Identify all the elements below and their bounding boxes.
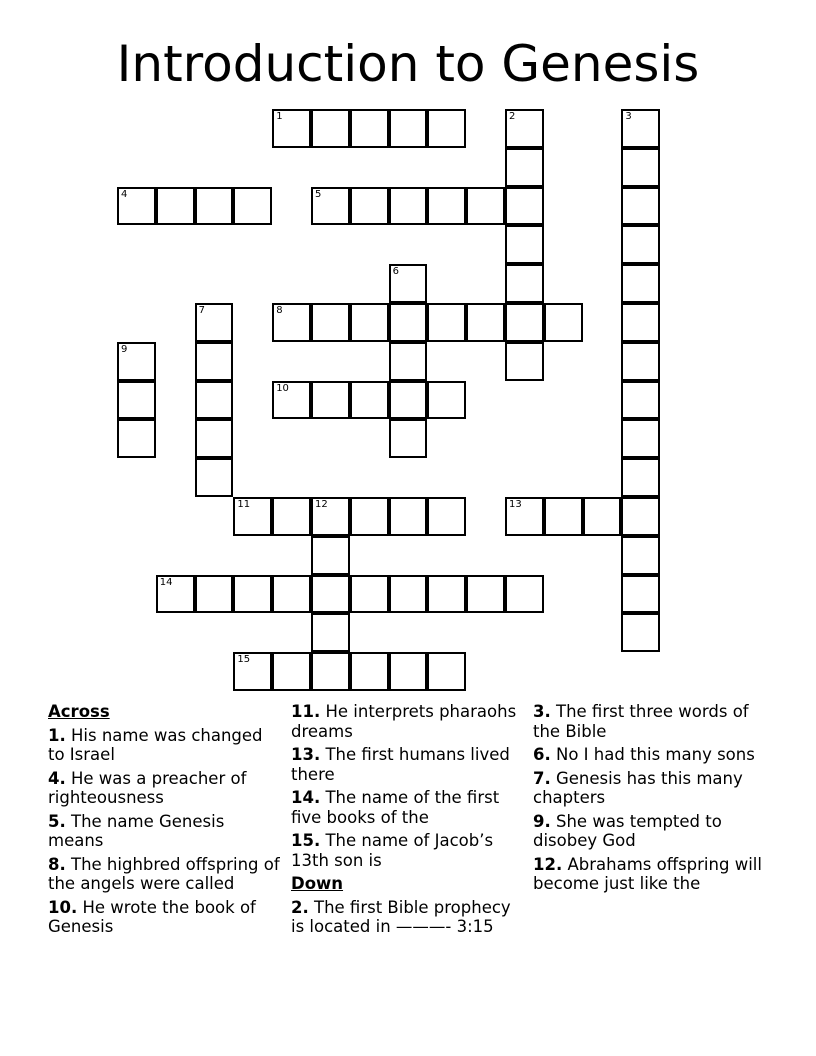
grid-cell[interactable]	[233, 497, 272, 536]
clue-item	[533, 812, 765, 851]
clue-number: 5	[315, 188, 322, 200]
clue-number: 13	[509, 499, 522, 510]
grid-cell[interactable]	[621, 381, 660, 420]
clue-item	[533, 702, 765, 741]
clue-item-number: 1.	[48, 725, 66, 745]
grid-cell[interactable]	[272, 109, 311, 148]
grid-cell[interactable]	[311, 652, 350, 691]
grid-cell[interactable]	[195, 458, 234, 497]
grid-cell[interactable]	[195, 187, 234, 226]
grid-cell[interactable]	[505, 303, 544, 342]
grid-cell[interactable]	[350, 575, 389, 614]
clue-item	[48, 855, 280, 894]
clue-item-number: 11.	[291, 702, 321, 721]
clue-column-1	[48, 702, 280, 941]
grid-cell[interactable]	[621, 342, 660, 381]
puzzle-title: Introduction to Genesis	[116, 35, 700, 93]
clue-column-2	[291, 702, 523, 941]
grid-cell[interactable]	[389, 109, 428, 148]
grid-cell[interactable]	[621, 148, 660, 187]
grid-cell[interactable]	[583, 497, 622, 536]
grid-cell[interactable]	[272, 652, 311, 691]
grid-cell[interactable]	[621, 187, 660, 226]
clue-item-text: The first Bible prophecy is located in ———- 3:15	[291, 897, 511, 936]
clue-item	[48, 898, 280, 937]
grid-cell[interactable]	[272, 303, 311, 342]
grid-cell[interactable]	[311, 497, 350, 536]
clue-number: 8	[276, 305, 283, 316]
grid-cell[interactable]	[621, 536, 660, 575]
grid-cell[interactable]	[621, 109, 660, 148]
grid-cell[interactable]	[621, 575, 660, 614]
grid-cell[interactable]	[389, 575, 428, 614]
clue-item-number: 15.	[291, 831, 321, 850]
grid-cell[interactable]	[233, 575, 272, 614]
grid-cell[interactable]	[311, 575, 350, 614]
clue-item-number: 6.	[533, 745, 551, 764]
clue-item	[48, 769, 280, 808]
clue-number: 4	[121, 188, 128, 200]
grid-cell[interactable]	[389, 419, 428, 458]
grid-cell[interactable]	[350, 497, 389, 536]
grid-cell[interactable]	[505, 187, 544, 226]
grid-cell[interactable]	[389, 303, 428, 342]
clue-item	[291, 898, 523, 937]
clue-item	[291, 788, 523, 827]
grid-cell[interactable]	[505, 342, 544, 381]
grid-cell[interactable]	[505, 109, 544, 148]
grid-cell[interactable]	[505, 148, 544, 187]
clue-item-number: 3.	[533, 702, 551, 721]
grid-cell[interactable]	[505, 497, 544, 536]
grid-cell[interactable]	[389, 652, 428, 691]
clue-number: 12	[315, 499, 328, 510]
clue-item-text: Abrahams offspring will become just like the	[533, 854, 762, 893]
clue-number: 7	[198, 305, 205, 316]
grid-cell[interactable]	[350, 303, 389, 342]
grid-cell[interactable]	[311, 536, 350, 575]
grid-cell[interactable]	[350, 187, 389, 226]
grid-cell[interactable]	[117, 187, 156, 226]
clue-item-text: The name of the first five books of the	[291, 788, 500, 827]
clue-item-text: No I had this many sons	[550, 745, 755, 764]
grid-cell[interactable]	[311, 187, 350, 226]
across-heading: Across	[48, 702, 110, 721]
grid-cell[interactable]	[350, 381, 389, 420]
grid-cell[interactable]	[505, 264, 544, 303]
clue-number: 2	[509, 111, 516, 122]
grid-cell[interactable]	[427, 303, 466, 342]
grid-cell[interactable]	[233, 652, 272, 691]
grid-cell[interactable]	[389, 342, 428, 381]
clue-item	[533, 745, 765, 765]
grid-cell[interactable]	[389, 497, 428, 536]
grid-cell[interactable]	[621, 264, 660, 303]
grid-cell[interactable]	[117, 419, 156, 458]
grid-cell[interactable]	[311, 381, 350, 420]
clue-item-number: 8.	[48, 854, 66, 874]
clue-number: 1	[276, 111, 283, 122]
clue-item-text: He was a preacher of righteousness	[48, 768, 247, 807]
clue-item-number: 14.	[291, 788, 321, 807]
grid-cell[interactable]	[427, 497, 466, 536]
grid-cell[interactable]	[195, 381, 234, 420]
grid-cell[interactable]	[311, 613, 350, 652]
grid-cell[interactable]	[195, 303, 234, 342]
grid-cell[interactable]	[350, 109, 389, 148]
grid-cell[interactable]	[272, 497, 311, 536]
grid-cell[interactable]	[195, 575, 234, 614]
grid-cell[interactable]	[311, 303, 350, 342]
clue-item	[291, 702, 523, 741]
clue-item	[533, 855, 765, 894]
clue-item-text: He wrote the book of Genesis	[48, 897, 256, 936]
grid-cell[interactable]	[621, 303, 660, 342]
grid-cell[interactable]	[466, 187, 505, 226]
grid-cell[interactable]	[272, 575, 311, 614]
clue-number: 6	[392, 266, 399, 278]
grid-cell[interactable]	[621, 497, 660, 536]
grid-cell[interactable]	[272, 381, 311, 420]
clue-item-text: The first three words of the Bible	[533, 702, 749, 741]
clue-item-text: The name of Jacob’s 13th son is	[291, 831, 494, 870]
clue-item	[48, 726, 280, 765]
grid-cell[interactable]	[621, 419, 660, 458]
grid-cell[interactable]	[427, 652, 466, 691]
grid-cell[interactable]	[156, 187, 195, 226]
clue-item-number: 13.	[291, 745, 321, 764]
clue-number: 3	[625, 111, 632, 122]
clue-item-text: The first humans lived there	[291, 745, 510, 784]
grid-cell[interactable]	[195, 419, 234, 458]
grid-cell[interactable]	[466, 575, 505, 614]
grid-cell[interactable]	[544, 497, 583, 536]
clue-item-number: 9.	[533, 811, 551, 831]
clue-item-text: She was tempted to disobey God	[533, 811, 722, 850]
clue-item-text: His name was changed to Israel	[48, 725, 263, 764]
clue-column-3	[533, 702, 765, 898]
grid-cell[interactable]	[505, 575, 544, 614]
clue-item	[533, 769, 765, 808]
grid-cell[interactable]	[505, 225, 544, 264]
grid-cell[interactable]	[427, 187, 466, 226]
grid-cell[interactable]	[233, 187, 272, 226]
clue-item	[48, 812, 280, 851]
clue-item-number: 5.	[48, 811, 66, 831]
clue-item-text: The name Genesis means	[48, 811, 225, 850]
clue-item-number: 7.	[533, 768, 551, 788]
grid-cell[interactable]	[621, 613, 660, 652]
grid-cell[interactable]	[427, 381, 466, 420]
clue-item-number: 12.	[533, 854, 563, 874]
clue-number: 15	[237, 654, 251, 666]
clue-item-number: 4.	[48, 768, 66, 788]
grid-cell[interactable]	[350, 652, 389, 691]
down-heading: Down	[291, 874, 344, 893]
clue-item-number: 2.	[291, 897, 309, 917]
clue-item-text: The highbred offspring of the angels were called	[48, 854, 280, 893]
grid-cell[interactable]	[389, 264, 428, 303]
clue-item-number: 10.	[48, 897, 78, 917]
grid-cell[interactable]	[621, 458, 660, 497]
grid-cell[interactable]	[621, 225, 660, 264]
grid-cell[interactable]	[117, 342, 156, 381]
grid-cell[interactable]	[427, 575, 466, 614]
clue-item	[291, 745, 523, 784]
clue-number: 14	[159, 576, 173, 588]
clue-item-text: He interprets pharaohs dreams	[291, 702, 517, 741]
grid-cell[interactable]	[311, 109, 350, 148]
clue-item-text: Genesis has this many chapters	[533, 768, 743, 807]
grid-cell[interactable]	[466, 303, 505, 342]
grid-cell[interactable]	[389, 381, 428, 420]
grid-cell[interactable]	[427, 109, 466, 148]
clue-number: 9	[121, 343, 128, 355]
grid-cell[interactable]	[156, 575, 195, 614]
grid-cell[interactable]	[117, 381, 156, 420]
clue-number: 10	[276, 382, 289, 394]
grid-cell[interactable]	[544, 303, 583, 342]
grid-cell[interactable]	[389, 187, 428, 226]
clue-number: 11	[237, 499, 251, 510]
grid-cell[interactable]	[195, 342, 234, 381]
clue-item	[291, 831, 523, 870]
